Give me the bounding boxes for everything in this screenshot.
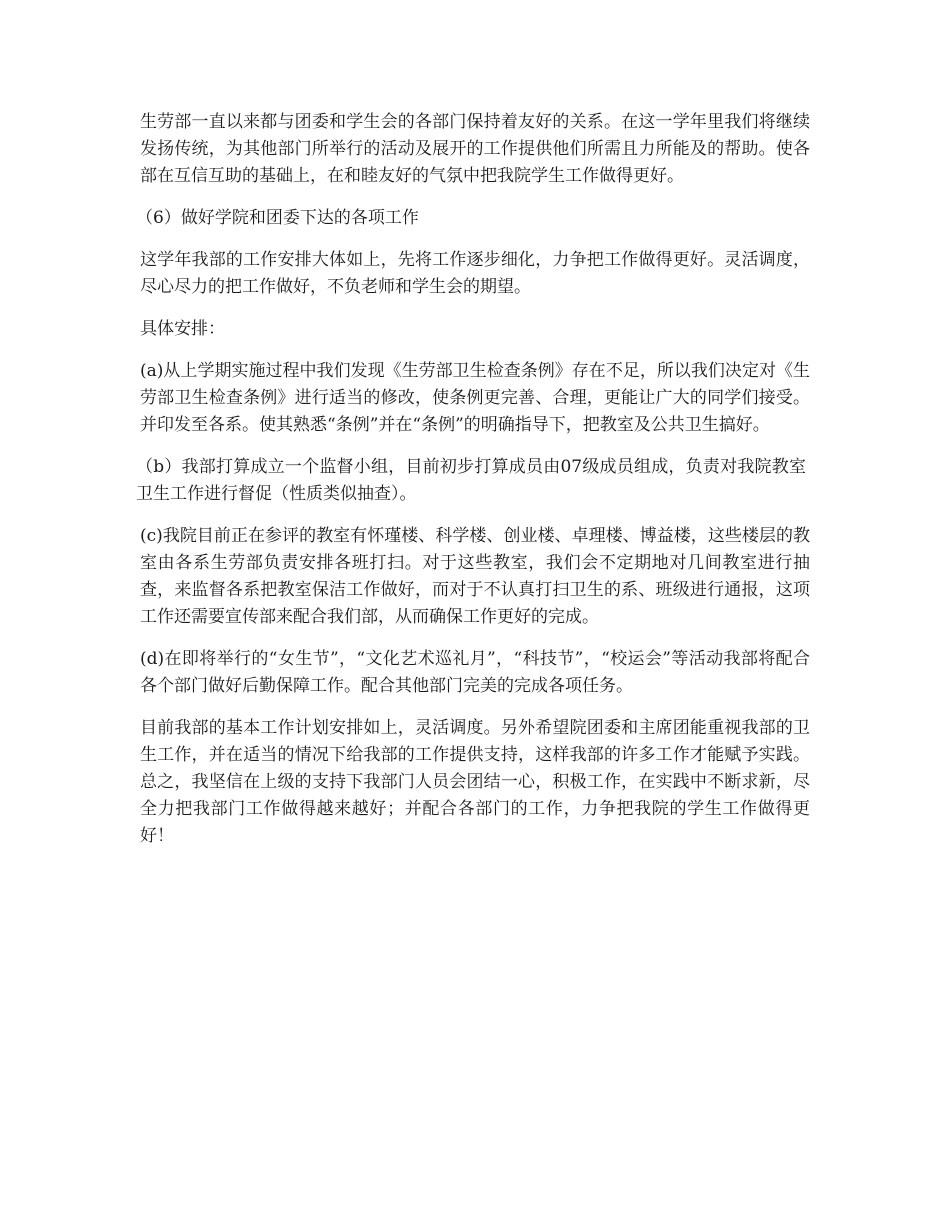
paragraph-specific-arrangements-heading: 具体安排：	[140, 319, 225, 339]
paragraph-item-b: （b）我部打算成立一个监督小组，目前初步打算成员由07级成员组成，负责对我院教室卫生工作进行督促（性质类似抽查）。	[136, 457, 806, 504]
paragraph-cooperation: 生劳部一直以来都与团委和学生会的各部门保持着友好的关系。在这一学年里我们将继续发扬传统，为其他部门所举行的活动及展开的工作提供他们所需且力所能及的帮助。使各部在互信互助的基础上，在和睦友好的气氛中把我院学生工作做得更好。	[140, 112, 810, 186]
paragraph-item-6: （6）做好学院和团委下达的各项工作	[136, 208, 419, 228]
paragraph-item-a: (a)从上学期实施过程中我们发现《生劳部卫生检查条例》存在不足，所以我们决定对《生劳部卫生检查条例》进行适当的修改，使条例更完善、合理，更能让广大的同学们接受。并印发至各系。使其熟悉“条例”并在“条例”的明确指导下，把教室及公共卫生搞好。	[140, 361, 810, 435]
paragraph-conclusion: 目前我部的基本工作计划安排如上，灵活调度。另外希望院团委和主席团能重视我部的卫生工作，并在适当的情况下给我部的工作提供支持，这样我部的许多工作才能赋予实践。总之，我坚信在上级的支持下我部门人员会团结一心，积极工作，在实践中不断求新，尽全力把我部门工作做得越来越好；并配合各部门的工作，力争把我院的学生工作做得更好！	[140, 718, 810, 846]
paragraph-item-d: (d)在即将举行的“女生节”，“文化艺术巡礼月”，“科技节”，“校运会”等活动我部将配合各个部门做好后勤保障工作。配合其他部门完美的完成各项任务。	[140, 649, 810, 696]
paragraph-item-c: (c)我院目前正在参评的教室有怀瑾楼、科学楼、创业楼、卓理楼、博益楼，这些楼层的教室由各系生劳部负责安排各班打扫。对于这些教室，我们会不定期地对几间教室进行抽查，来监督各系把教室保洁工作做好，而对于不认真打扫卫生的系、班级进行通报，这项工作还需要宣传部来配合我们部，从而确保工作更好的完成。	[140, 526, 810, 627]
paragraph-summary-plan: 这学年我部的工作安排大体如上，先将工作逐步细化，力争把工作做得更好。灵活调度，尽心尽力的把工作做好，不负老师和学生会的期望。	[140, 250, 810, 297]
